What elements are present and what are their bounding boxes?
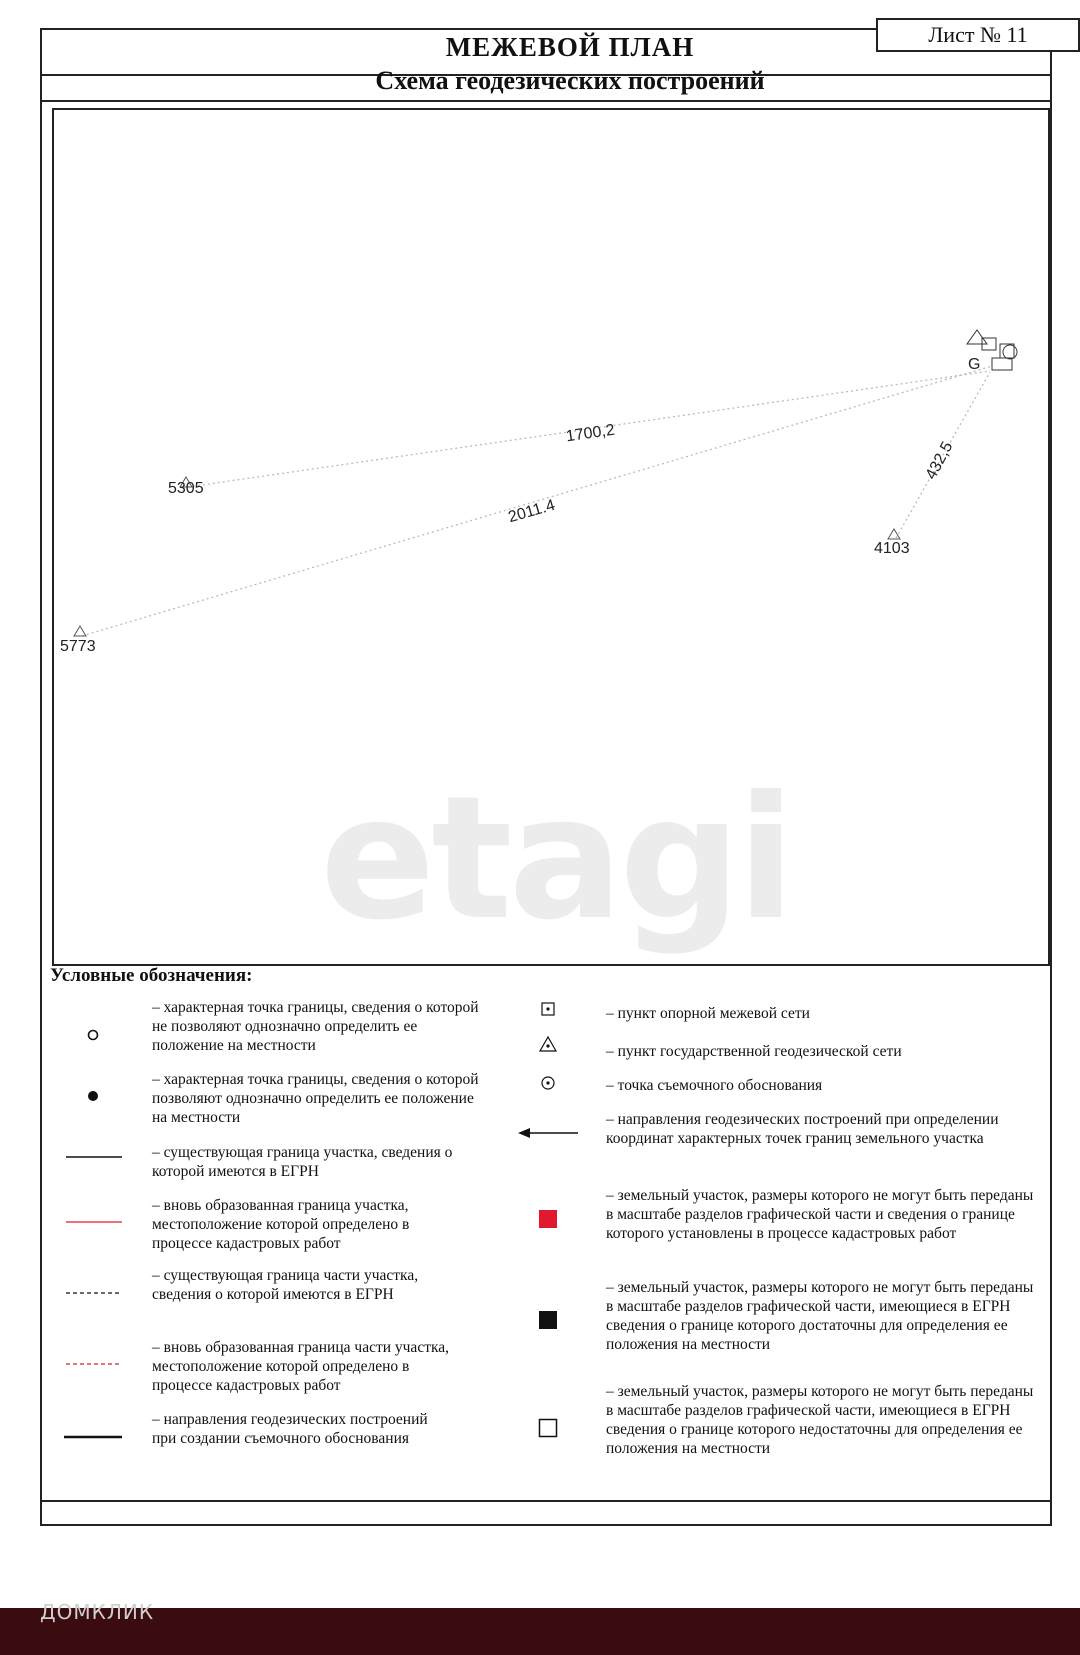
document-subtitle: Схема геодезических построений [375,66,765,95]
legend-left-text-1: – характерная точка границы, сведения о которой не позволяют однозначно определить ее положение на местности [152,999,479,1054]
open-circle-icon [86,1028,100,1042]
arrow-left-icon [518,1126,578,1140]
point-label-4103: 4103 [874,540,910,557]
legend-title: Условные обозначения: [50,965,253,986]
legend-right-text-7: – земельный участок, размеры которого не могут быть переданы в масштабе разделов графической части, имеющиеся в ЕГРН сведения о границе которого недостаточны для определения ее положения на местности [606,1383,1034,1457]
footer-logo: ДОМКЛИК [40,1600,155,1624]
legend-left-text-4: – вновь образованная граница участка, местоположение которой определено в процессе кадастровых работ [152,1197,410,1252]
legend-right-text-4: – направления геодезических построений при определении координат характерных точек границ земельного участка [606,1111,999,1147]
legend-right-text-5: – земельный участок, размеры которого не могут быть переданы в масштабе разделов графической части и сведения о границе которого установлены в процессе кадастровых работ [606,1187,1034,1242]
thick-black-line-icon [64,1434,122,1440]
legend-right-text-1: – пункт опорной межевой сети [606,1005,810,1022]
dotted-square-icon [540,1001,556,1017]
triangle-point-4103-icon [888,529,900,539]
black-square-icon [538,1310,558,1330]
footer-band [0,1608,1080,1655]
point-label-5773: 5773 [60,638,96,655]
point-label-5305: 5305 [168,480,204,497]
legend-left-text-6: – вновь образованная граница части участка, местоположение которой определено в процессе кадастровых работ [152,1339,450,1394]
distance-label-1700: 1700,2 [564,421,616,446]
dashed-black-line-icon [66,1290,122,1296]
empty-square-icon [538,1418,558,1438]
solid-red-line-icon [66,1219,122,1225]
legend-left-text-5: – существующая граница части участка, сведения о которой имеются в ЕГРН [152,1267,419,1303]
geodetic-scheme [52,108,1050,966]
distance-label-432: 432,5 [922,439,957,483]
filled-circle-icon [86,1089,100,1103]
sheet-number-label: Лист № 11 [876,18,1080,52]
red-square-icon [538,1209,558,1229]
legend-left-text-2: – характерная точка границы, сведения о которой позволяют однозначно определить ее положение на местности [152,1071,479,1126]
point-label-g: G [968,356,981,373]
legend-left-text-3: – существующая граница участка, сведения о которой имеются в ЕГРН [152,1144,453,1180]
legend-left-text-7: – направления геодезических построений при создании съемочного обоснования [152,1411,428,1447]
dashed-red-line-icon [66,1361,122,1367]
watermark: etagi [320,760,792,958]
dotted-triangle-icon [538,1035,558,1053]
solid-black-line-icon [66,1154,122,1160]
legend-right-text-2: – пункт государственной геодезической сети [606,1043,902,1060]
distance-label-2011: 2011.4 [506,496,558,527]
title-rule-bottom [42,100,1052,102]
triangle-point-5773-icon [74,626,86,636]
legend-bottom-rule [42,1500,1052,1502]
legend-right-text-6: – земельный участок, размеры которого не могут быть переданы в масштабе разделов графической части, имеющиеся в ЕГРН сведения о границе которого достаточны для определения ее положения на местности [606,1279,1034,1353]
legend-right-text-3: – точка съемочного обоснования [606,1077,823,1094]
document-title: МЕЖЕВОЙ ПЛАН [445,32,695,62]
dotted-circle-icon [540,1075,556,1091]
